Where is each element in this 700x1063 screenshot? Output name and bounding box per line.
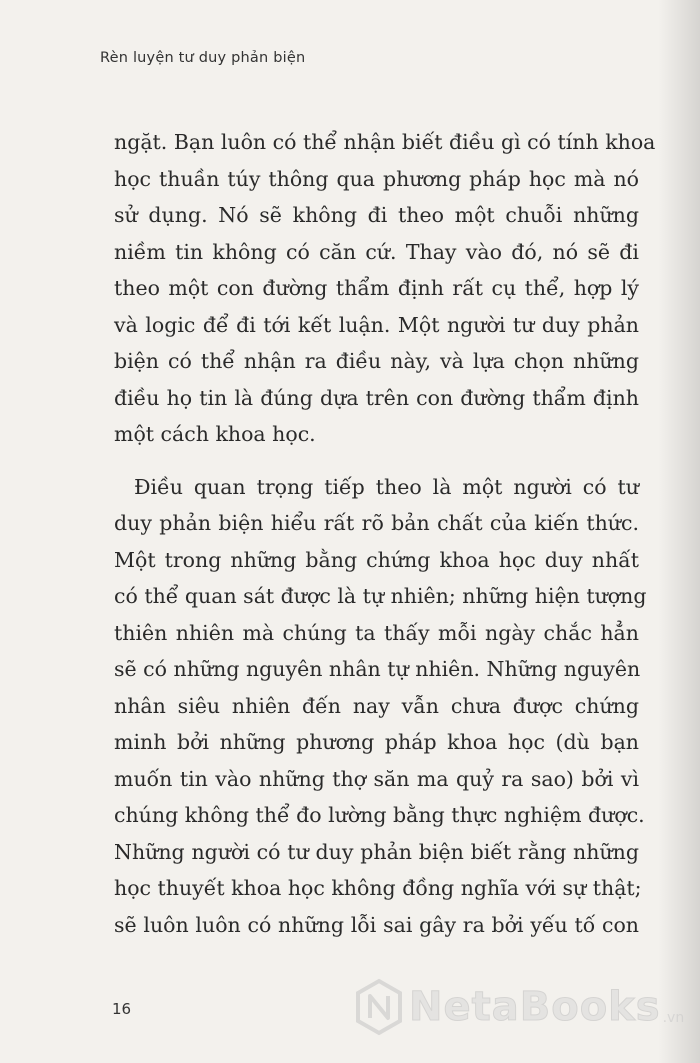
body-text — [114, 124, 656, 943]
text-line: học thuyết khoa học không đồng nghĩa với sự thật; — [114, 876, 642, 900]
text-line: có thể quan sát được là tự nhiên; những hiện tượng — [114, 584, 647, 608]
text-line: điều họ tin là đúng dựa trên con đường thẩm định — [114, 385, 639, 410]
text-line: sẽ có những nguyên nhân tự nhiên. Những nguyên — [114, 657, 641, 681]
text-line: thiên nhiên mà chúng ta thấy mỗi ngày chắc hẳn — [114, 620, 639, 645]
text-line: theo một con đường thẩm định rất cụ thể, hợp lý — [114, 276, 639, 300]
text-line: sử dụng. Nó sẽ không đi theo một chuỗi những — [114, 203, 639, 227]
text-line: và logic để đi tới kết luận. Một người tư duy phản — [114, 312, 639, 337]
text-line: chúng không thể đo lường bằng thực nghiệm được. — [114, 803, 645, 827]
text-line: Một trong những bằng chứng khoa học duy nhất — [114, 547, 639, 572]
text-line: ngặt. Bạn luôn có thể nhận biết điều gì có tính khoa — [114, 130, 656, 154]
text-line: Điều quan trọng tiếp theo là một người có tư — [134, 474, 639, 499]
text-line: niềm tin không có căn cứ. Thay vào đó, nó sẽ đi — [114, 239, 639, 264]
text-line: học thuần túy thông qua phương pháp học mà nó — [114, 166, 639, 191]
text-line: minh bởi những phương pháp khoa học (dù bạn — [114, 730, 639, 754]
text-line: muốn tin vào những thợ săn ma quỷ ra sao) bởi vì — [114, 766, 639, 791]
text-line: nhân siêu nhiên đến nay vẫn chưa được chứng — [114, 693, 639, 718]
paragraph-gap — [114, 453, 639, 469]
text-line: Những người có tư duy phản biện biết rằng những — [114, 839, 639, 864]
paragraph-2 — [114, 469, 647, 944]
text-line: biện có thể nhận ra điều này, và lựa chọn những — [114, 349, 639, 373]
text-line: sẽ luôn luôn có những lỗi sai gây ra bởi yếu tố con — [114, 912, 639, 937]
netabooks-watermark — [355, 978, 684, 1036]
paragraph-1 — [114, 124, 656, 453]
netabooks-logo-icon — [355, 978, 403, 1036]
running-head: Rèn luyện tư duy phản biện — [100, 50, 306, 66]
watermark-suffix: .vn — [662, 1010, 685, 1026]
page-number: 16 — [112, 1000, 132, 1018]
watermark-brand: NetaBooks — [409, 984, 661, 1030]
text-line: một cách khoa học. — [114, 422, 316, 446]
text-line: duy phản biện hiểu rất rõ bản chất của kiến thức. — [114, 511, 639, 535]
